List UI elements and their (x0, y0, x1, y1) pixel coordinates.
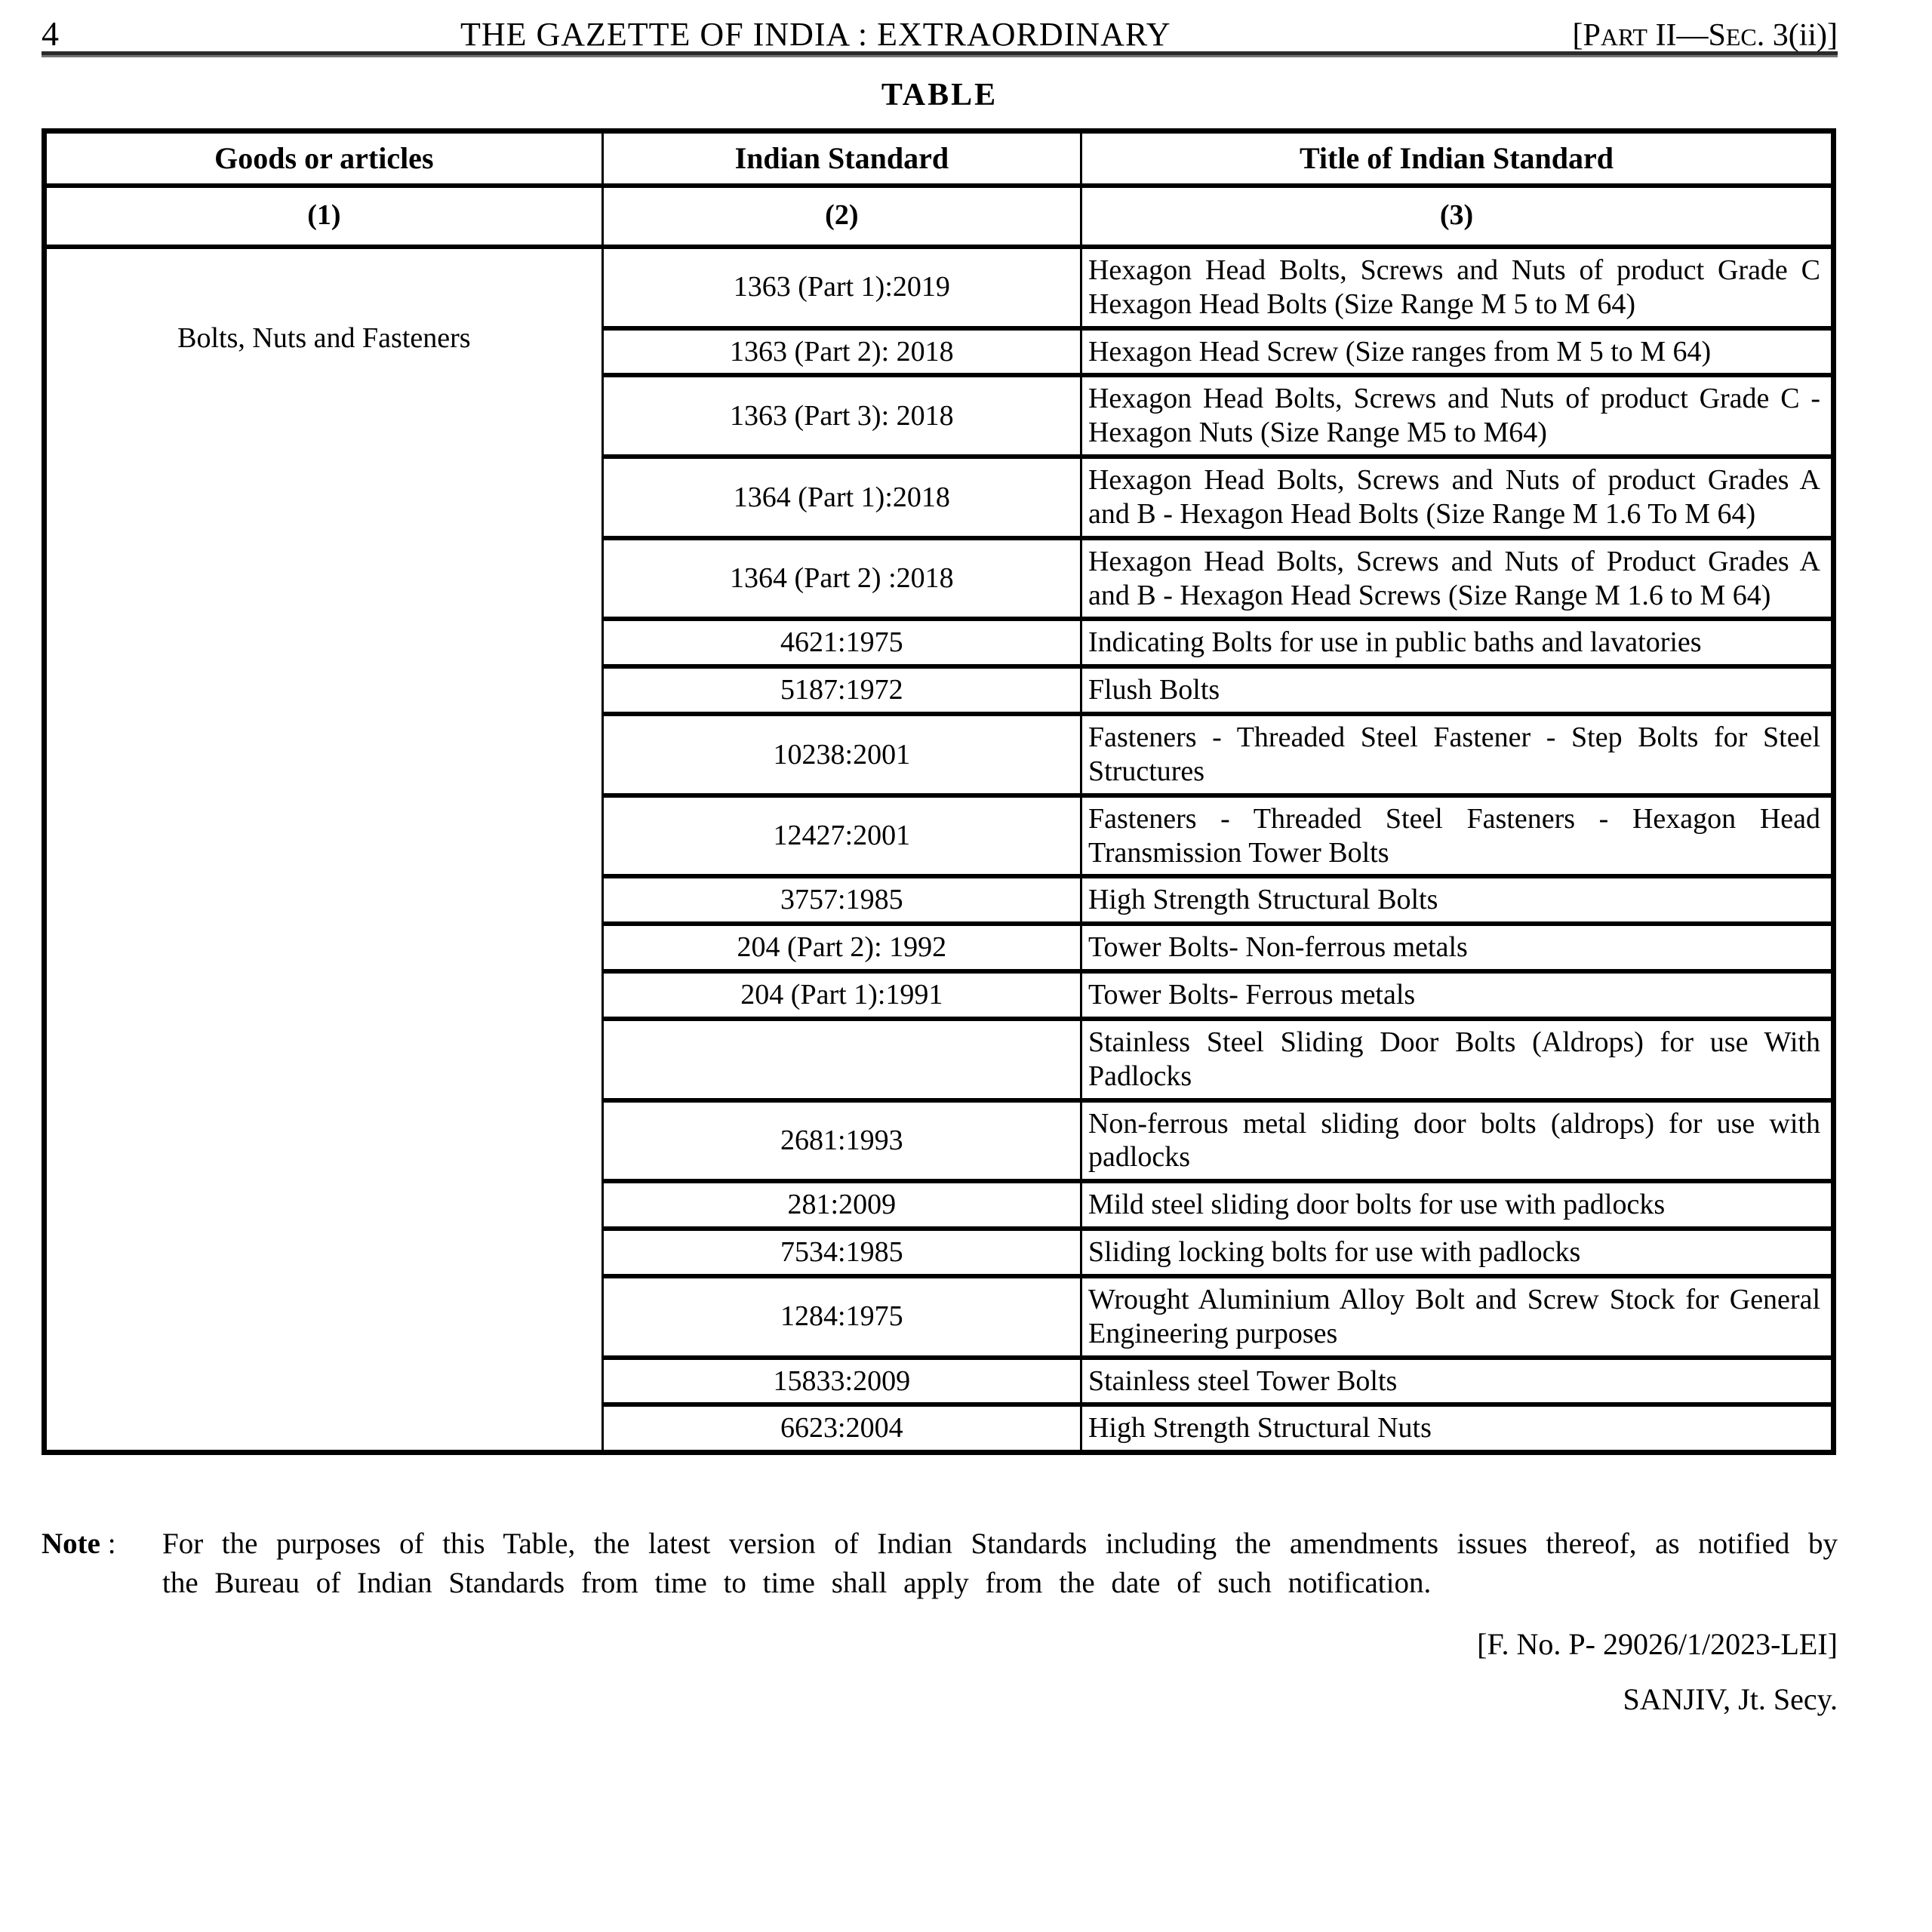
standard-cell: 2681:1993 (602, 1100, 1081, 1182)
standard-cell: 15833:2009 (602, 1358, 1081, 1405)
title-cell: High Strength Structural Bolts (1081, 876, 1833, 924)
standard-cell: 10238:2001 (602, 714, 1081, 795)
note-label-wrap (42, 1524, 162, 1602)
file-number: [F. No. P- 29026/1/2023-LEI] (1477, 1627, 1838, 1662)
title-cell: Hexagon Head Bolts, Screws and Nuts of product Grades A and B - Hexagon Head Bolts (Size Range M 1.6 To M 64) (1081, 457, 1833, 538)
title-cell: Hexagon Head Screw (Size ranges from M 5 to M 64) (1081, 328, 1833, 376)
standard-cell: 6623:2004 (602, 1404, 1081, 1452)
title-cell: Non-ferrous metal sliding door bolts (aldrops) for use with padlocks (1081, 1100, 1833, 1182)
title-cell: Fasteners - Threaded Steel Fasteners - Hexagon Head Transmission Tower Bolts (1081, 795, 1833, 877)
standard-cell: 3757:1985 (602, 876, 1081, 924)
title-cell: Stainless Steel Sliding Door Bolts (Aldrops) for use With Padlocks (1081, 1019, 1833, 1100)
column-header-title: Title of Indian Standard (1081, 131, 1833, 186)
note (42, 1524, 1838, 1602)
note-separator: : (100, 1527, 116, 1561)
note-text: For the purposes of this Table, the latest version of Indian Standards including the amendments issues thereof, as notified by the Bureau of Indian Standards from time to time shall apply from the date of such notification. (162, 1527, 1838, 1599)
title-cell: Tower Bolts- Ferrous metals (1081, 971, 1833, 1019)
part-ref-seg: EC (1725, 23, 1757, 51)
standard-cell (602, 1019, 1081, 1100)
standard-cell: 281:2009 (602, 1181, 1081, 1229)
title-cell: High Strength Structural Nuts (1081, 1404, 1833, 1452)
page-content (42, 0, 1838, 1717)
part-ref-seg: ART (1600, 23, 1647, 51)
title-cell: Hexagon Head Bolts, Screws and Nuts of product Grade C Hexagon Head Bolts (Size Range M 5 to M 64) (1081, 247, 1833, 328)
column-header-standard: Indian Standard (602, 131, 1081, 186)
signatory: SANJIV, Jt. Secy. (1623, 1682, 1838, 1717)
standard-cell: 204 (Part 2): 1992 (602, 924, 1081, 971)
title-cell: Indicating Bolts for use in public baths and lavatories (1081, 619, 1833, 666)
part-section-ref (1573, 17, 1838, 54)
title-cell: Sliding locking bolts for use with padlocks (1081, 1229, 1833, 1276)
column-index-2: (2) (602, 186, 1081, 247)
title-cell: Tower Bolts- Non-ferrous metals (1081, 924, 1833, 971)
standard-cell: 1363 (Part 2): 2018 (602, 328, 1081, 376)
title-cell: Hexagon Head Bolts, Screws and Nuts of Product Grades A and B - Hexagon Head Screws (Size Range M 1.6 to M 64) (1081, 538, 1833, 620)
standard-cell: 1363 (Part 3): 2018 (602, 375, 1081, 457)
title-cell: Flush Bolts (1081, 666, 1833, 714)
standard-cell: 7534:1985 (602, 1229, 1081, 1276)
column-index-1: (1) (45, 186, 603, 247)
table-caption: TABLE (881, 78, 998, 112)
title-cell: Wrought Aluminium Alloy Bolt and Screw Stock for General Engineering purposes (1081, 1276, 1833, 1358)
column-header-goods: Goods or articles (45, 131, 603, 186)
part-ref-seg: . 3(ii)] (1756, 18, 1838, 53)
title-cell: Fasteners - Threaded Steel Fastener - Step Bolts for Steel Structures (1081, 714, 1833, 795)
standards-table (42, 128, 1836, 1455)
table-row (45, 247, 1834, 328)
header-row (45, 131, 1834, 186)
part-ref-seg: II—S (1647, 18, 1726, 53)
standard-cell: 5187:1972 (602, 666, 1081, 714)
standard-cell: 4621:1975 (602, 619, 1081, 666)
running-head (42, 0, 1838, 53)
standard-cell: 12427:2001 (602, 795, 1081, 877)
standard-cell: 1363 (Part 1):2019 (602, 247, 1081, 328)
part-ref-seg: [P (1572, 18, 1601, 53)
column-index-3: (3) (1081, 186, 1833, 247)
gazette-title: THE GAZETTE OF INDIA : EXTRAORDINARY (460, 16, 1171, 53)
goods-cell: Bolts, Nuts and Fasteners (45, 247, 603, 1453)
page-number: 4 (42, 14, 59, 53)
standard-cell: 1364 (Part 2) :2018 (602, 538, 1081, 620)
title-cell: Mild steel sliding door bolts for use with padlocks (1081, 1181, 1833, 1229)
title-cell: Stainless steel Tower Bolts (1081, 1358, 1833, 1405)
standard-cell: 1284:1975 (602, 1276, 1081, 1358)
standard-cell: 204 (Part 1):1991 (602, 971, 1081, 1019)
title-cell: Hexagon Head Bolts, Screws and Nuts of product Grade C - Hexagon Nuts (Size Range M5 to M64) (1081, 375, 1833, 457)
standard-cell: 1364 (Part 1):2018 (602, 457, 1081, 538)
note-label: Note (42, 1527, 100, 1561)
index-row (45, 186, 1834, 247)
